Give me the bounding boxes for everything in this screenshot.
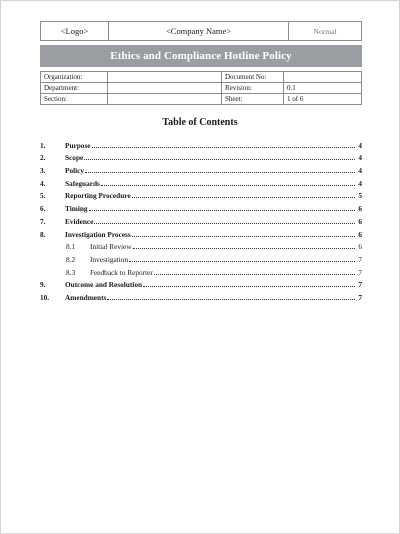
toc-entry-page: 6 xyxy=(358,229,362,239)
toc-entry-number: 1. xyxy=(40,140,46,150)
toc-entry-label[interactable]: Timing xyxy=(65,204,88,214)
toc-entry[interactable] xyxy=(40,200,362,213)
toc-entry-label[interactable]: Evidence xyxy=(65,216,94,226)
meta-value: 0.1 xyxy=(284,83,362,94)
toc-entry-label[interactable]: Initial Review xyxy=(90,242,132,252)
company-name: <Company Name> xyxy=(109,22,289,40)
document-header xyxy=(40,21,362,41)
toc-entry-label[interactable]: Investigation Process xyxy=(65,229,131,239)
toc-entry-label[interactable]: Amendments xyxy=(65,292,107,302)
meta-value: 1 of 6 xyxy=(284,94,362,105)
meta-label: Organization: xyxy=(41,72,108,83)
meta-value xyxy=(284,72,362,83)
toc-entry-number: 4. xyxy=(40,178,46,188)
toc-leader-dots xyxy=(107,298,355,300)
toc-entry-number: 6. xyxy=(40,204,46,214)
toc-entry-number: 2. xyxy=(40,153,46,163)
toc-entry-page: 4 xyxy=(358,166,362,176)
toc-entry-label[interactable]: Purpose xyxy=(65,140,91,150)
toc-entry-label[interactable]: Policy xyxy=(65,166,85,176)
toc-leader-dots xyxy=(133,247,355,249)
toc-leader-dots xyxy=(94,222,355,224)
meta-label: Document No: xyxy=(222,72,284,83)
document-title: Ethics and Compliance Hotline Policy xyxy=(40,45,362,67)
toc-entry-label[interactable]: Reporting Procedure xyxy=(65,191,131,201)
toc-entry-number: 8.3 xyxy=(66,267,76,277)
toc-entry[interactable] xyxy=(40,175,362,188)
toc-leader-dots xyxy=(101,184,355,186)
toc-entry-number: 10. xyxy=(40,292,50,302)
toc-heading: Table of Contents xyxy=(162,117,238,128)
toc-entry-number: 8. xyxy=(40,229,46,239)
toc-entry[interactable] xyxy=(40,226,362,239)
toc-leader-dots xyxy=(129,260,355,262)
toc-entry-page: 6 xyxy=(358,204,362,214)
meta-row xyxy=(41,72,362,83)
toc-entry-label[interactable]: Safeguards xyxy=(65,178,100,188)
meta-value xyxy=(108,83,222,94)
toc-entry-page: 4 xyxy=(358,153,362,163)
toc-leader-dots xyxy=(154,273,355,275)
meta-label: Sheet: xyxy=(222,94,284,105)
toc-entry-number: 9. xyxy=(40,280,46,290)
toc-entry[interactable] xyxy=(40,162,362,175)
meta-row xyxy=(41,94,362,105)
toc-entry[interactable] xyxy=(40,277,362,290)
meta-value xyxy=(108,94,222,105)
toc-entry[interactable] xyxy=(40,137,362,150)
toc-entry[interactable] xyxy=(40,251,362,264)
toc-entry-number: 8.2 xyxy=(66,254,76,264)
toc-leader-dots xyxy=(132,196,355,198)
document-meta-table xyxy=(40,71,362,105)
toc-entry-number: 5. xyxy=(40,191,46,201)
toc-entry[interactable] xyxy=(40,264,362,277)
meta-label: Section: xyxy=(41,94,108,105)
toc-entry-label[interactable]: Investigation xyxy=(90,254,129,264)
toc-entry[interactable] xyxy=(40,239,362,252)
toc-leader-dots xyxy=(143,285,355,287)
toc-entry[interactable] xyxy=(40,150,362,163)
toc-leader-dots xyxy=(89,209,355,211)
logo-placeholder: <Logo> xyxy=(41,22,109,40)
toc-entry-label[interactable]: Outcome and Resolution xyxy=(65,280,143,290)
toc-leader-dots xyxy=(132,235,355,237)
toc-entry-page: 4 xyxy=(358,140,362,150)
toc-entry-page: 6 xyxy=(358,216,362,226)
toc-entry-page: 7 xyxy=(358,280,362,290)
toc-entry[interactable] xyxy=(40,188,362,201)
toc-entry-page: 5 xyxy=(358,191,362,201)
toc-entry[interactable] xyxy=(40,213,362,226)
toc-entry-label[interactable]: Scope xyxy=(65,153,84,163)
toc-leader-dots xyxy=(92,146,355,148)
toc-entry-page: 6 xyxy=(358,242,362,252)
toc-entry-page: 4 xyxy=(358,178,362,188)
toc-entry-page: 7 xyxy=(358,292,362,302)
meta-label: Revision: xyxy=(222,83,284,94)
classification-label: Normal xyxy=(313,26,337,36)
toc-entry-label[interactable]: Feedback to Reporter xyxy=(90,267,153,277)
toc-leader-dots xyxy=(85,171,355,173)
toc-entry[interactable] xyxy=(40,289,362,302)
toc-entry-page: 7 xyxy=(358,254,362,264)
meta-label: Department: xyxy=(41,83,108,94)
toc-entry-number: 7. xyxy=(40,216,46,226)
toc-leader-dots xyxy=(84,158,355,160)
meta-value xyxy=(108,72,222,83)
toc-entry-page: 7 xyxy=(358,267,362,277)
table-of-contents xyxy=(40,137,362,302)
meta-row xyxy=(41,83,362,94)
toc-entry-number: 3. xyxy=(40,166,46,176)
toc-entry-number: 8.1 xyxy=(66,242,76,252)
